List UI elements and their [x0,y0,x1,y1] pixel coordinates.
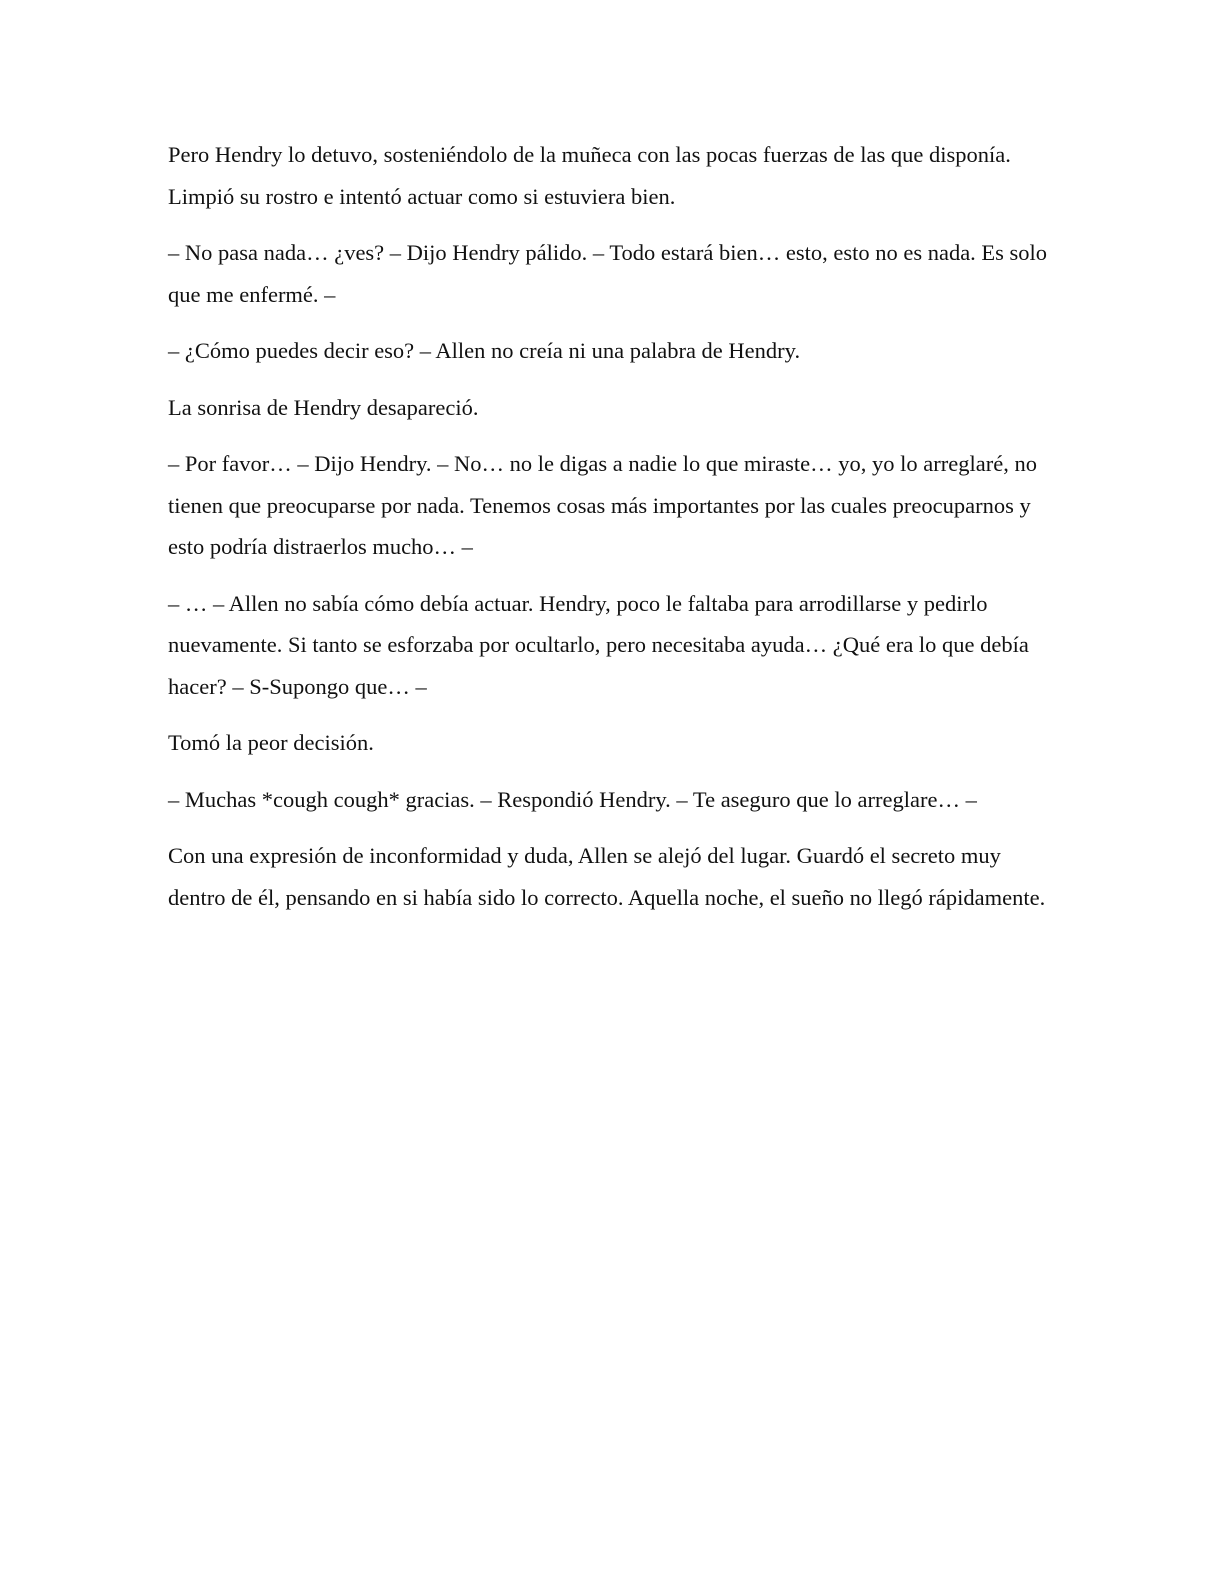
paragraph-8: – Muchas *cough cough* gracias. – Respondió Hendry. – Te aseguro que lo arreglare… – [168,786,977,812]
paragraph-1: Pero Hendry lo detuvo, sosteniéndolo de la muñeca con las pocas fuerzas de las que disponía. Limpió su rostro e intentó actuar como si estuviera bien. [168,142,1011,209]
document-body [168,134,1048,933]
paragraph-5: – Por favor… – Dijo Hendry. – No… no le digas a nadie lo que miraste… yo, yo lo arreglaré, no tienen que preocuparse por nada. Tenemos cosas más importantes por las cuales preocuparnos y esto podría distraerlos mucho… – [168,451,1037,559]
paragraph-2: – No pasa nada… ¿ves? – Dijo Hendry pálido. – Todo estará bien… esto, esto no es nada. Es solo que me enfermé. – [168,240,1048,307]
paragraph-9: Con una expresión de inconformidad y duda, Allen se alejó del lugar. Guardó el secreto muy dentro de él, pensando en si había sido lo correcto. Aquella noche, el sueño no llegó rápidamente. [168,843,1046,910]
paragraph-6: – … – Allen no sabía cómo debía actuar. Hendry, poco le faltaba para arrodillarse y pedirlo nuevamente. Si tanto se esforzaba por ocultarlo, pero necesitaba ayuda… ¿Qué era lo que debía hacer? – S-Supongo que… – [168,590,1029,699]
paragraph-7: Tomó la peor decisión. [168,730,374,755]
paragraph-3: – ¿Cómo puedes decir eso? – Allen no creía ni una palabra de Hendry. [168,338,801,363]
paragraph-4: La sonrisa de Hendry desapareció. [168,394,479,420]
